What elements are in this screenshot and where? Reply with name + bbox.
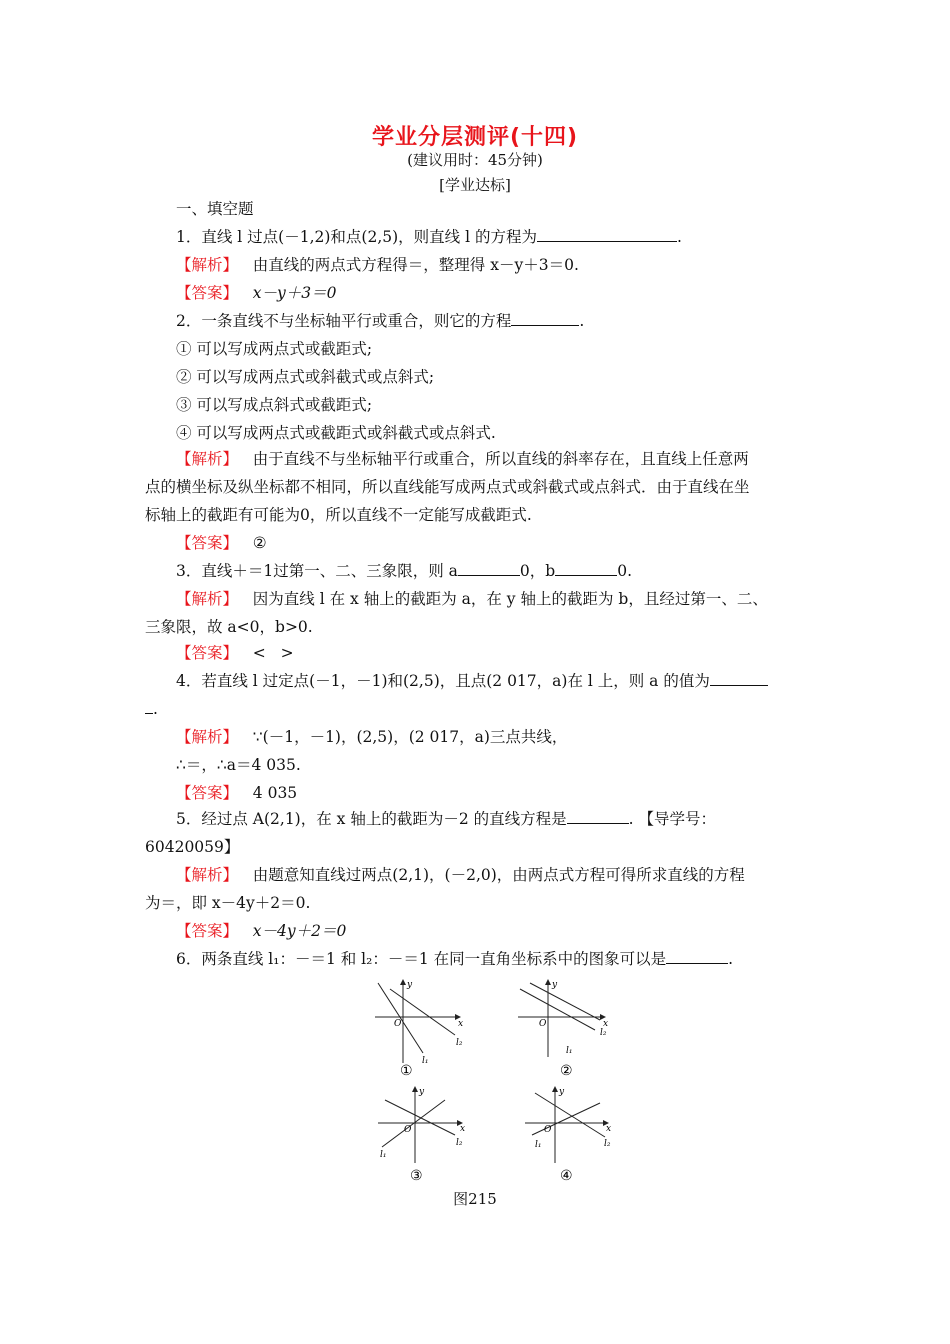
g2-l2: l₂	[600, 1028, 607, 1038]
graph-4	[525, 1087, 608, 1163]
q4-answer-text: 4 035	[252, 784, 298, 802]
answer-tag: 【答案】	[176, 644, 239, 662]
answer-tag: 【答案】	[176, 922, 239, 940]
q6-blank[interactable]	[666, 947, 728, 964]
q1-analysis-text: 由直线的两点式方程得＝，整理得 x－y＋3＝0.	[252, 256, 579, 274]
g1-y-label: y	[407, 980, 413, 990]
q3-analysis-line-1: 因为直线 l 在 x 轴上的截距为 a，在 y 轴上的截距为 b，且经过第一、二、	[252, 590, 768, 608]
question-2	[176, 308, 584, 334]
q2-option-4: ④ 可以写成两点式或截距式或斜截式或点斜式.	[176, 424, 496, 442]
g4-y-label: y	[559, 1087, 565, 1097]
graph-1	[375, 980, 460, 1063]
q2-answer-text: ②	[252, 534, 267, 552]
q2-analysis	[176, 446, 749, 472]
q5-blank[interactable]	[567, 807, 629, 824]
q1-analysis	[176, 252, 579, 278]
answer-tag: 【答案】	[176, 784, 239, 802]
q3-blank-b[interactable]	[555, 559, 617, 576]
q5-stem-tail: . 【导学号：	[628, 810, 716, 828]
q2-stem: 2．一条直线不与坐标轴平行或重合，则它的方程	[176, 312, 512, 330]
answer-tag: 【答案】	[176, 534, 239, 552]
q5-analysis-line-2: 为＝，即 x－4y＋2＝0.	[145, 894, 311, 912]
q4-analysis-line-2: ∴＝，∴a＝4 035.	[176, 756, 301, 774]
g2-y-label: y	[552, 980, 558, 990]
g3-label: ③	[410, 1168, 423, 1184]
q4-blank[interactable]	[710, 669, 768, 686]
g1-l2: l₂	[456, 1038, 463, 1048]
q4-blank-cont[interactable]	[145, 697, 153, 714]
analysis-tag: 【解析】	[176, 866, 239, 884]
q3-analysis	[176, 586, 768, 612]
q4-stem: 4．若直线 l 过定点(－1，－1)和(2,5)，且点(2 017，a)在 l 上，则 a 的值为	[176, 672, 710, 690]
question-4	[176, 668, 768, 694]
figure-graphs	[360, 975, 620, 1185]
answer-tag: 【答案】	[176, 284, 239, 302]
g1-origin: O	[394, 1019, 402, 1029]
q6-tail: .	[728, 950, 734, 968]
g4-l1: l₁	[535, 1140, 542, 1150]
g3-origin: O	[404, 1125, 412, 1135]
q2-analysis-line-1: 由于直线不与坐标轴平行或重合，所以直线的斜率存在，且直线上任意两	[252, 450, 749, 468]
q1-stem: 1．直线 l 过点(－1,2)和点(2,5)，则直线 l 的方程为	[176, 228, 537, 246]
q2-option-2: ② 可以写成两点式或斜截式或点斜式;	[176, 368, 435, 386]
q4-stem-tail: .	[153, 700, 158, 718]
g4-origin: O	[544, 1125, 552, 1135]
time-hint: (建议用时：45分钟)	[407, 151, 543, 169]
graph-2	[518, 980, 605, 1057]
q5-answer	[176, 918, 346, 944]
g1-l1: l₁	[422, 1056, 429, 1066]
q3-stem-a: 3．直线＋＝1过第一、二、三象限，则 a	[176, 562, 458, 580]
q3-stem-c: 0.	[617, 562, 632, 580]
q3-answer	[176, 640, 294, 666]
question-5	[176, 806, 716, 832]
question-1	[176, 224, 682, 250]
q2-tail: .	[579, 312, 585, 330]
g1-x-label: x	[458, 1019, 464, 1029]
q2-blank[interactable]	[511, 309, 579, 326]
g2-x-label: x	[603, 1019, 609, 1029]
g4-label: ④	[560, 1168, 573, 1184]
g4-l2: l₂	[604, 1139, 611, 1149]
figure-caption: 图215	[453, 1190, 497, 1208]
q1-answer-text: x－y＋3＝0	[252, 284, 337, 302]
q4-analysis-text: ∵(－1，－1)，(2,5)，(2 017，a)三点共线，	[252, 728, 568, 746]
q5-analysis	[176, 862, 745, 888]
q5-analysis-line-1: 由题意知直线过两点(2,1)，(－2,0)，由两点式方程可得所求直线的方程	[252, 866, 745, 884]
q1-blank[interactable]	[537, 225, 677, 242]
q2-analysis-line-2: 点的横坐标及纵坐标都不相同，所以直线能写成两点式或斜截式或点斜式．由于直线在坐	[145, 478, 750, 496]
question-6	[176, 946, 733, 972]
g2-label: ②	[560, 1063, 573, 1079]
analysis-tag: 【解析】	[176, 728, 239, 746]
q2-analysis-line-3: 标轴上的截距有可能为0，所以直线不一定能写成截距式.	[145, 506, 532, 524]
q6-stem: 6．两条直线 l₁：－＝1 和 l₂：－＝1 在同一直角坐标系中的图象可以是	[176, 950, 667, 968]
graph-3	[378, 1087, 462, 1163]
q4-stem-cont	[145, 696, 158, 722]
analysis-tag: 【解析】	[176, 450, 239, 468]
g2-l1: l₁	[566, 1046, 573, 1056]
q4-analysis	[176, 724, 567, 750]
q3-analysis-line-2: 三象限，故 a<0，b>0.	[145, 618, 313, 636]
q2-option-1: ① 可以写成两点式或截距式;	[176, 340, 373, 358]
section-label: [学业达标]	[439, 176, 511, 194]
q3-answer-text: < >	[252, 644, 294, 662]
part-heading: 一、填空题	[176, 200, 254, 218]
q2-option-3: ③ 可以写成点斜式或截距式;	[176, 396, 373, 414]
analysis-tag: 【解析】	[176, 590, 239, 608]
q5-answer-text: x－4y＋2＝0	[252, 922, 347, 940]
g4-x-label: x	[606, 1124, 612, 1134]
q5-stem-cont: 60420059】	[145, 838, 240, 856]
q3-stem-b: 0，b	[519, 562, 556, 580]
q4-answer	[176, 780, 297, 806]
analysis-tag: 【解析】	[176, 256, 239, 274]
q2-answer	[176, 530, 267, 556]
g2-origin: O	[539, 1019, 547, 1029]
q1-answer	[176, 280, 337, 306]
q5-stem: 5．经过点 A(2,1)，在 x 轴上的截距为－2 的直线方程是	[176, 810, 567, 828]
g3-y-label: y	[419, 1087, 425, 1097]
q3-blank-a[interactable]	[458, 559, 520, 576]
g1-label: ①	[400, 1063, 413, 1079]
q1-tail: .	[676, 228, 682, 246]
g3-x-label: x	[460, 1124, 466, 1134]
g3-l2: l₂	[456, 1138, 463, 1148]
g3-l1: l₁	[380, 1150, 387, 1160]
question-3	[176, 558, 632, 584]
page-title: 学业分层测评(十四)	[371, 125, 579, 150]
